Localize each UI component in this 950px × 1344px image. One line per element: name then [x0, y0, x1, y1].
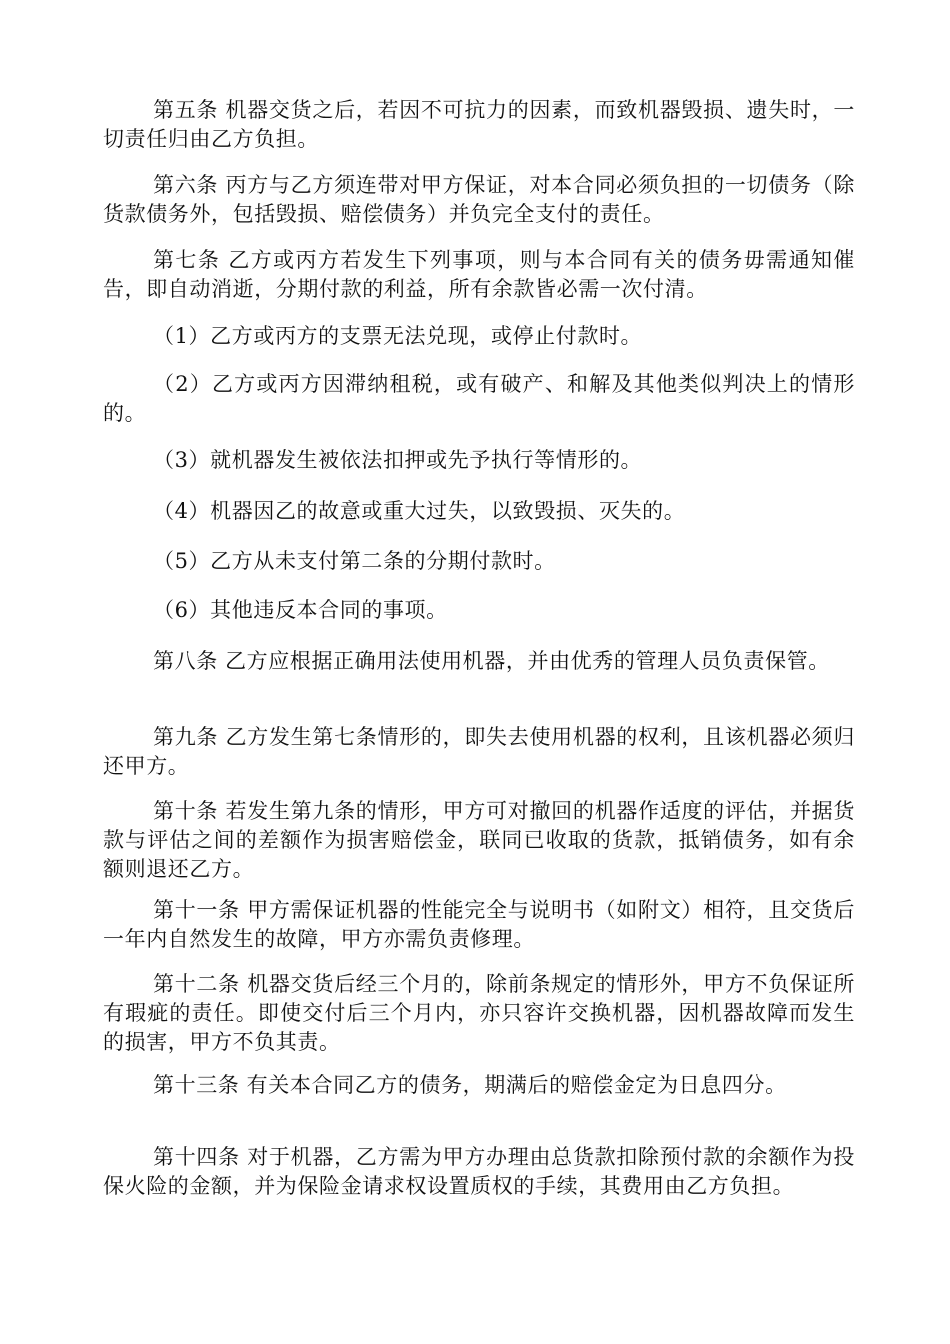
article-7: 第七条 乙方或丙方若发生下列事项，则与本合同有关的债务毋需通知催告，即自动消逝，分期付款的利益，所有余款皆必需一次付清。 [103, 248, 855, 301]
article-7-item-4: （4）机器因乙的故意或重大过失，以致毁损、灭失的。 [153, 499, 686, 523]
article-6: 第六条 丙方与乙方须连带对甲方保证，对本合同必须负担的一切债务（除货款债务外，包括毁损、赔偿债务）并负完全支付的责任。 [103, 173, 855, 226]
article-14: 第十四条 对于机器，乙方需为甲方办理由总货款扣除预付款的余额作为投保火险的金额，并为保险金请求权设置质权的手续，其费用由乙方负担。 [103, 1145, 855, 1198]
article-7-item-3: （3）就机器发生被依法扣押或先予执行等情形的。 [153, 448, 643, 472]
article-10: 第十条 若发生第九条的情形，甲方可对撤回的机器作适度的评估，并据货款与评估之间的差额作为损害赔偿金，联同已收取的货款，抵销债务，如有余额则退还乙方。 [103, 799, 855, 881]
article-7-item-5: （5）乙方从未支付第二条的分期付款时。 [153, 549, 556, 573]
article-11: 第十一条 甲方需保证机器的性能完全与说明书（如附文）相符，且交货后一年内自然发生的故障，甲方亦需负责修理。 [103, 898, 855, 951]
article-8: 第八条 乙方应根据正确用法使用机器，并由优秀的管理人员负责保管。 [153, 649, 830, 673]
article-7-item-1: （1）乙方或丙方的支票无法兑现，或停止付款时。 [153, 324, 643, 348]
article-13: 第十三条 有关本合同乙方的债务，期满后的赔偿金定为日息四分。 [153, 1073, 787, 1097]
article-9: 第九条 乙方发生第七条情形的，即失去使用机器的权利，且该机器必须归还甲方。 [103, 725, 855, 778]
article-7-item-6: （6）其他违反本合同的事项。 [153, 598, 448, 622]
article-5: 第五条 机器交货之后，若因不可抗力的因素，而致机器毁损、遗失时，一切责任归由乙方负担。 [103, 98, 855, 151]
article-7-item-2: （2）乙方或丙方因滞纳租税，或有破产、和解及其他类似判决上的情形的。 [103, 372, 855, 425]
article-12: 第十二条 机器交货后经三个月的，除前条规定的情形外，甲方不负保证所有瑕疵的责任。即使交付后三个月内，亦只容许交换机器，因机器故障而发生的损害，甲方不负其责。 [103, 972, 855, 1054]
